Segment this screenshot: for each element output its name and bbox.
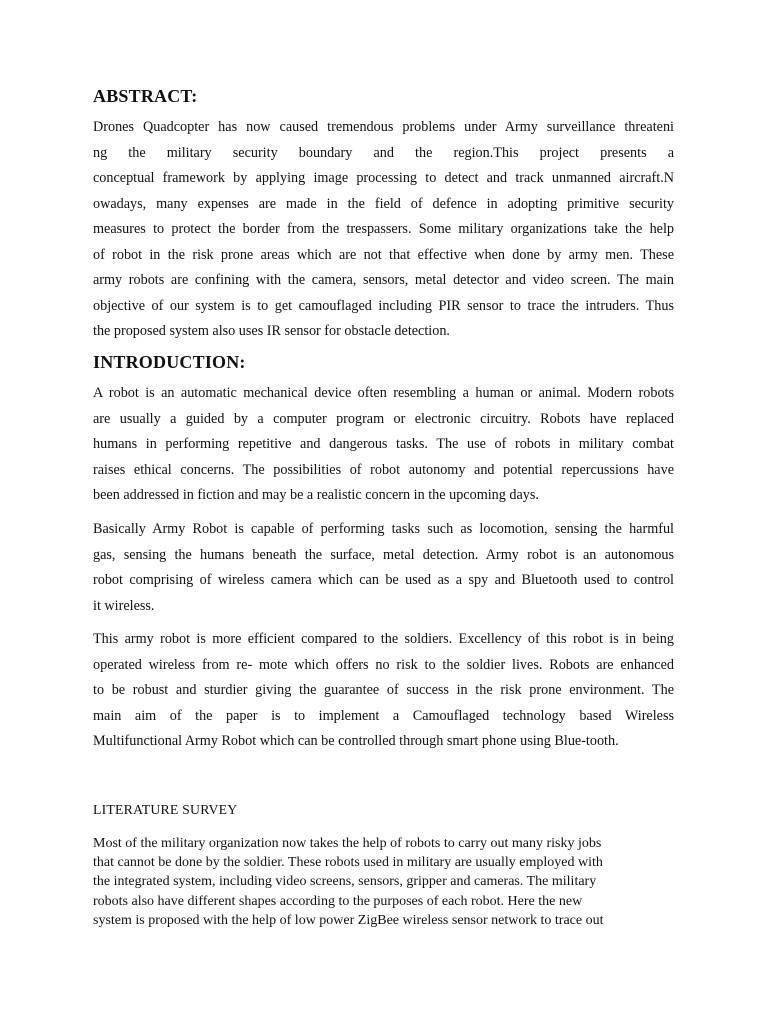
literature-survey-paragraph xyxy=(93,834,668,930)
introduction-paragraph-3 xyxy=(93,627,674,755)
text-line: humans in performing repetitive and dangerous tasks. The use of robots in military combat xyxy=(93,436,674,452)
text-line: Drones Quadcopter has now caused tremendous problems under Army surveillance threateni xyxy=(93,119,674,135)
text-line: to be robust and sturdier giving the guarantee of success in the risk prone environment. The xyxy=(93,682,674,698)
literature-survey-heading: LITERATURE SURVEY xyxy=(93,802,238,817)
introduction-paragraph-2 xyxy=(93,517,674,619)
text-line: operated wireless from re- mote which offers no risk to the soldier lives. Robots are enhanced xyxy=(93,656,674,673)
text-line: that cannot be done by the soldier. These robots used in military are usually employed with xyxy=(93,855,603,871)
text-line: army robots are confining with the camera, sensors, metal detector and video screen. The main xyxy=(93,272,674,288)
introduction-heading: INTRODUCTION: xyxy=(93,352,246,372)
text-line: ng the military security boundary and the region.This project presents a xyxy=(93,144,674,161)
abstract-paragraph xyxy=(93,115,674,345)
text-line: A robot is an automatic mechanical device often resembling a human or animal. Modern robots xyxy=(93,385,674,401)
text-line: been addressed in fiction and may be a realistic concern in the upcoming days. xyxy=(93,487,539,503)
text-line: robot comprising of wireless camera which can be used as a spy and Bluetooth used to control xyxy=(93,572,674,588)
text-line: This army robot is more efficient compared to the soldiers. Excellency of this robot is in being xyxy=(93,631,674,647)
text-line: measures to protect the border from the trespassers. Some military organizations take the help xyxy=(93,221,674,237)
introduction-paragraph-1 xyxy=(93,381,674,509)
text-line: owadays, many expenses are made in the field of defence in adopting primitive security xyxy=(93,195,674,212)
text-line: Basically Army Robot is capable of performing tasks such as locomotion, sensing the harmful xyxy=(93,521,674,537)
text-line: robots also have different shapes according to the purposes of each robot. Here the new xyxy=(93,893,583,909)
text-line: of robot in the risk prone areas which are not that effective when done by army men. These xyxy=(93,246,674,263)
text-line: objective of our system is to get camouflaged including PIR sensor to trace the intruders. Thus xyxy=(93,297,674,314)
text-line: are usually a guided by a computer program or electronic circuitry. Robots have replaced xyxy=(93,410,674,427)
text-line: Multifunctional Army Robot which can be controlled through smart phone using Blue-tooth. xyxy=(93,733,619,749)
text-line: Most of the military organization now takes the help of robots to carry out many risky jobs xyxy=(93,836,602,851)
text-line: main aim of the paper is to implement a Camouflaged technology based Wireless xyxy=(93,707,674,724)
text-line: system is proposed with the help of low power ZigBee wireless sensor network to trace out xyxy=(93,912,604,928)
text-line: it wireless. xyxy=(93,597,155,614)
text-line: raises ethical concerns. The possibilities of robot autonomy and potential repercussions have xyxy=(93,461,674,478)
text-line: conceptual framework by applying image processing to detect and track unmanned aircraft.N xyxy=(93,170,674,186)
text-line: the proposed system also uses IR sensor for obstacle detection. xyxy=(93,323,450,339)
abstract-heading: ABSTRACT: xyxy=(93,86,198,106)
text-line: gas, sensing the humans beneath the surface, metal detection. Army robot is an autonomous xyxy=(93,546,674,563)
text-line: the integrated system, including video screens, sensors, gripper and cameras. The military xyxy=(93,874,597,890)
